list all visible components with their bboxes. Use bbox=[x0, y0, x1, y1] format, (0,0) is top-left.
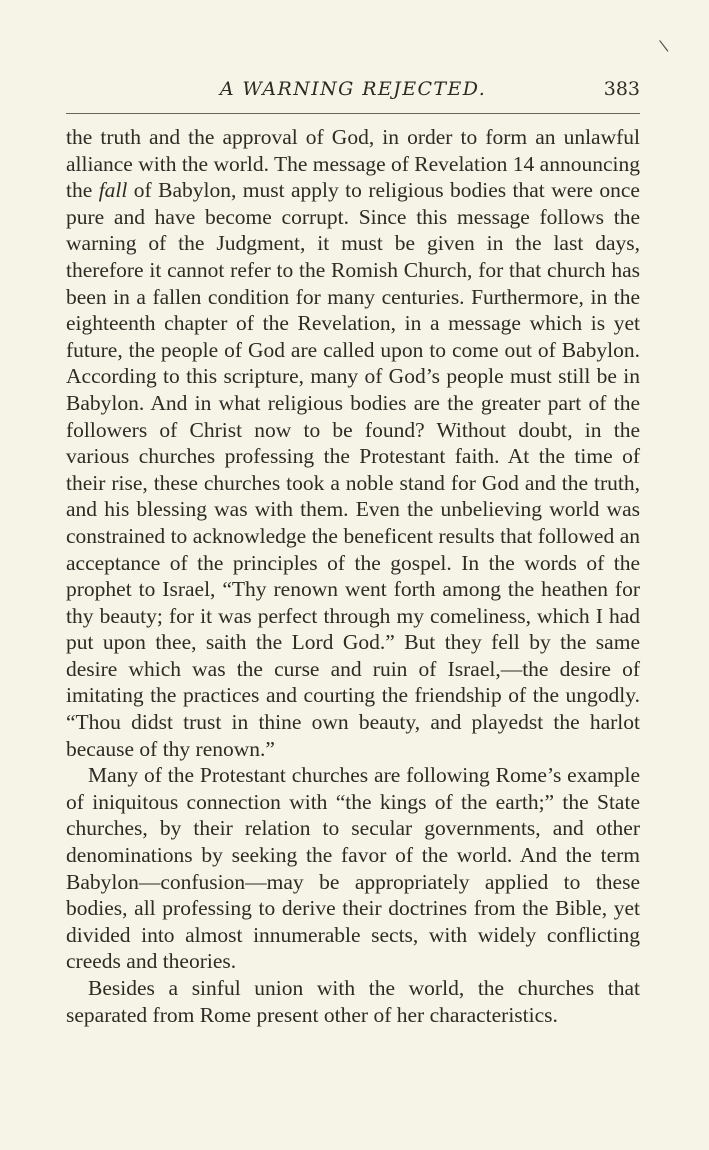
paragraph-1 bbox=[66, 124, 640, 762]
emphasis-fall: fall bbox=[98, 178, 128, 203]
paragraph-1-run-3: of Babylon, must apply to religious bodies that were once pure and have become corrupt. Since this message follows the warning of the Judgment, it must be given in the last days, therefore it cannot refer to the Romish Church, for that church has been in a fallen condition for many centuries. Furthermore, in the eighteenth chapter of the Revelation, in a message which is yet future, the people of God are called upon to come out of Babylon. According to this scripture, many of God’s people must still be in Babylon. And in what religious bodies are the greater part of the followers of Christ now to be found? Without doubt, in the various churches professing the Protestant faith. At the time of their rise, these churches took a noble stand for God and the truth, and his blessing was with them. Even the unbelieving world was constrained to acknowledge the beneficent results that followed an acceptance of the principles of the gospel. In the words of the prophet to Israel, “Thy renown went forth among the heathen for thy beauty; for it was perfect through my comeliness, which I had put upon thee, saith the Lord God.” But they fell by the same desire which was the curse and ruin of Israel,—the desire of imitating the practices and courting the friendship of the ungodly. “Thou didst trust in thine own beauty, and playedst the harlot because of thy renown.” bbox=[66, 178, 640, 761]
paragraph-1-run-1: the truth and the approval of God, in order to form an unlawful alliance with the world. The message of Revelation 14 announcing the bbox=[66, 125, 640, 203]
paragraph-3: Besides a sinful union with the world, the churches that separated from Rome present other of her characteristics. bbox=[66, 976, 640, 1027]
margin-mark: \ bbox=[657, 35, 670, 56]
page-header bbox=[66, 76, 640, 102]
running-title: A WARNING REJECTED. bbox=[219, 78, 487, 100]
body-text bbox=[66, 124, 640, 1028]
header-rule bbox=[66, 113, 640, 114]
page-number: 383 bbox=[603, 78, 640, 100]
paragraph-2: Many of the Protestant churches are following Rome’s example of iniquitous connection with “the kings of the earth;” the State churches, by their relation to secular governments, and other denominations by seeking the favor of the world. And the term Babylon—confusion—may be appropriately applied to these bodies, all professing to derive their doctrines from the Bible, yet divided into almost innumerable sects, with widely conflicting creeds and theories. bbox=[66, 763, 640, 974]
